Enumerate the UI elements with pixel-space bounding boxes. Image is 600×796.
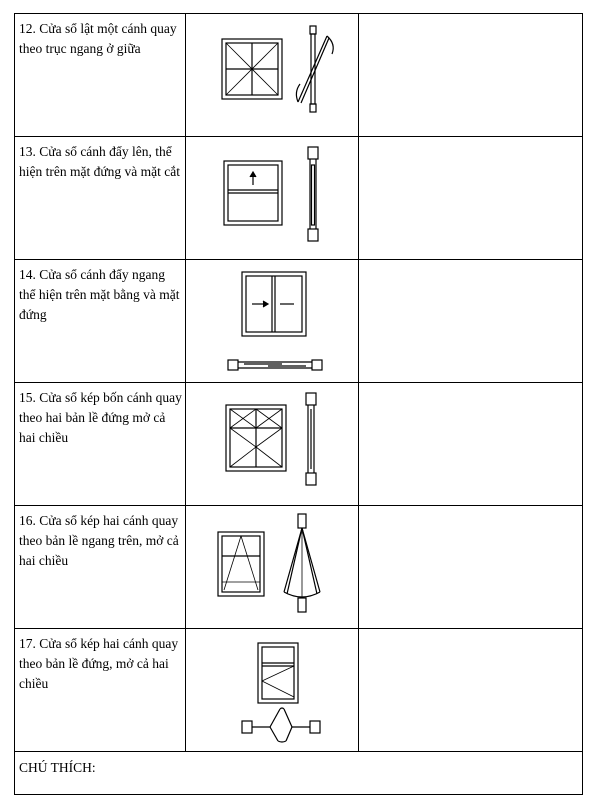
row-15-description: 15. Cửa sổ kép bốn cánh quay theo hai bản lề đứng mở cả hai chiều bbox=[15, 383, 186, 506]
row-12-description: 12. Cửa sổ lật một cánh quay theo trục ngang ở giữa bbox=[15, 14, 186, 137]
row-15-figure bbox=[186, 383, 359, 506]
side-hung-double-window-symbol bbox=[186, 629, 359, 746]
row-16-notes-cell bbox=[359, 506, 583, 629]
pivot-window-horizontal-axis-symbol bbox=[186, 14, 359, 131]
row-15-notes-cell bbox=[359, 383, 583, 506]
row-12-figure bbox=[186, 14, 359, 137]
row-12-notes-cell bbox=[359, 14, 583, 137]
note-label: CHÚ THÍCH: bbox=[15, 752, 583, 795]
table-row-14 bbox=[15, 260, 583, 383]
table-row-13 bbox=[15, 137, 583, 260]
top-hung-double-window-symbol bbox=[186, 506, 359, 623]
table-row-16 bbox=[15, 506, 583, 629]
row-14-notes-cell bbox=[359, 260, 583, 383]
table-row-15 bbox=[15, 383, 583, 506]
row-17-notes-cell bbox=[359, 629, 583, 752]
table-row-17 bbox=[15, 629, 583, 752]
row-13-figure bbox=[186, 137, 359, 260]
row-14-figure bbox=[186, 260, 359, 383]
symbol-table bbox=[14, 13, 583, 795]
row-16-figure bbox=[186, 506, 359, 629]
table-row-12 bbox=[15, 14, 583, 137]
table-row-note bbox=[15, 752, 583, 795]
row-16-description: 16. Cửa sổ kép hai cánh quay theo bản lề ngang trên, mở cả hai chiều bbox=[15, 506, 186, 629]
row-13-description: 13. Cửa sổ cánh đẩy lên, thể hiện trên mặt đứng và mặt cắt bbox=[15, 137, 186, 260]
row-14-description: 14. Cửa sổ cánh đẩy ngang thể hiện trên mặt bằng và mặt đứng bbox=[15, 260, 186, 383]
double-casement-window-symbol bbox=[186, 383, 359, 500]
row-13-notes-cell bbox=[359, 137, 583, 260]
row-17-figure bbox=[186, 629, 359, 752]
sliding-window-symbol bbox=[186, 260, 359, 377]
sash-window-symbol bbox=[186, 137, 359, 254]
row-17-description: 17. Cửa sổ kép hai cánh quay theo bản lề đứng, mở cả hai chiều bbox=[15, 629, 186, 752]
